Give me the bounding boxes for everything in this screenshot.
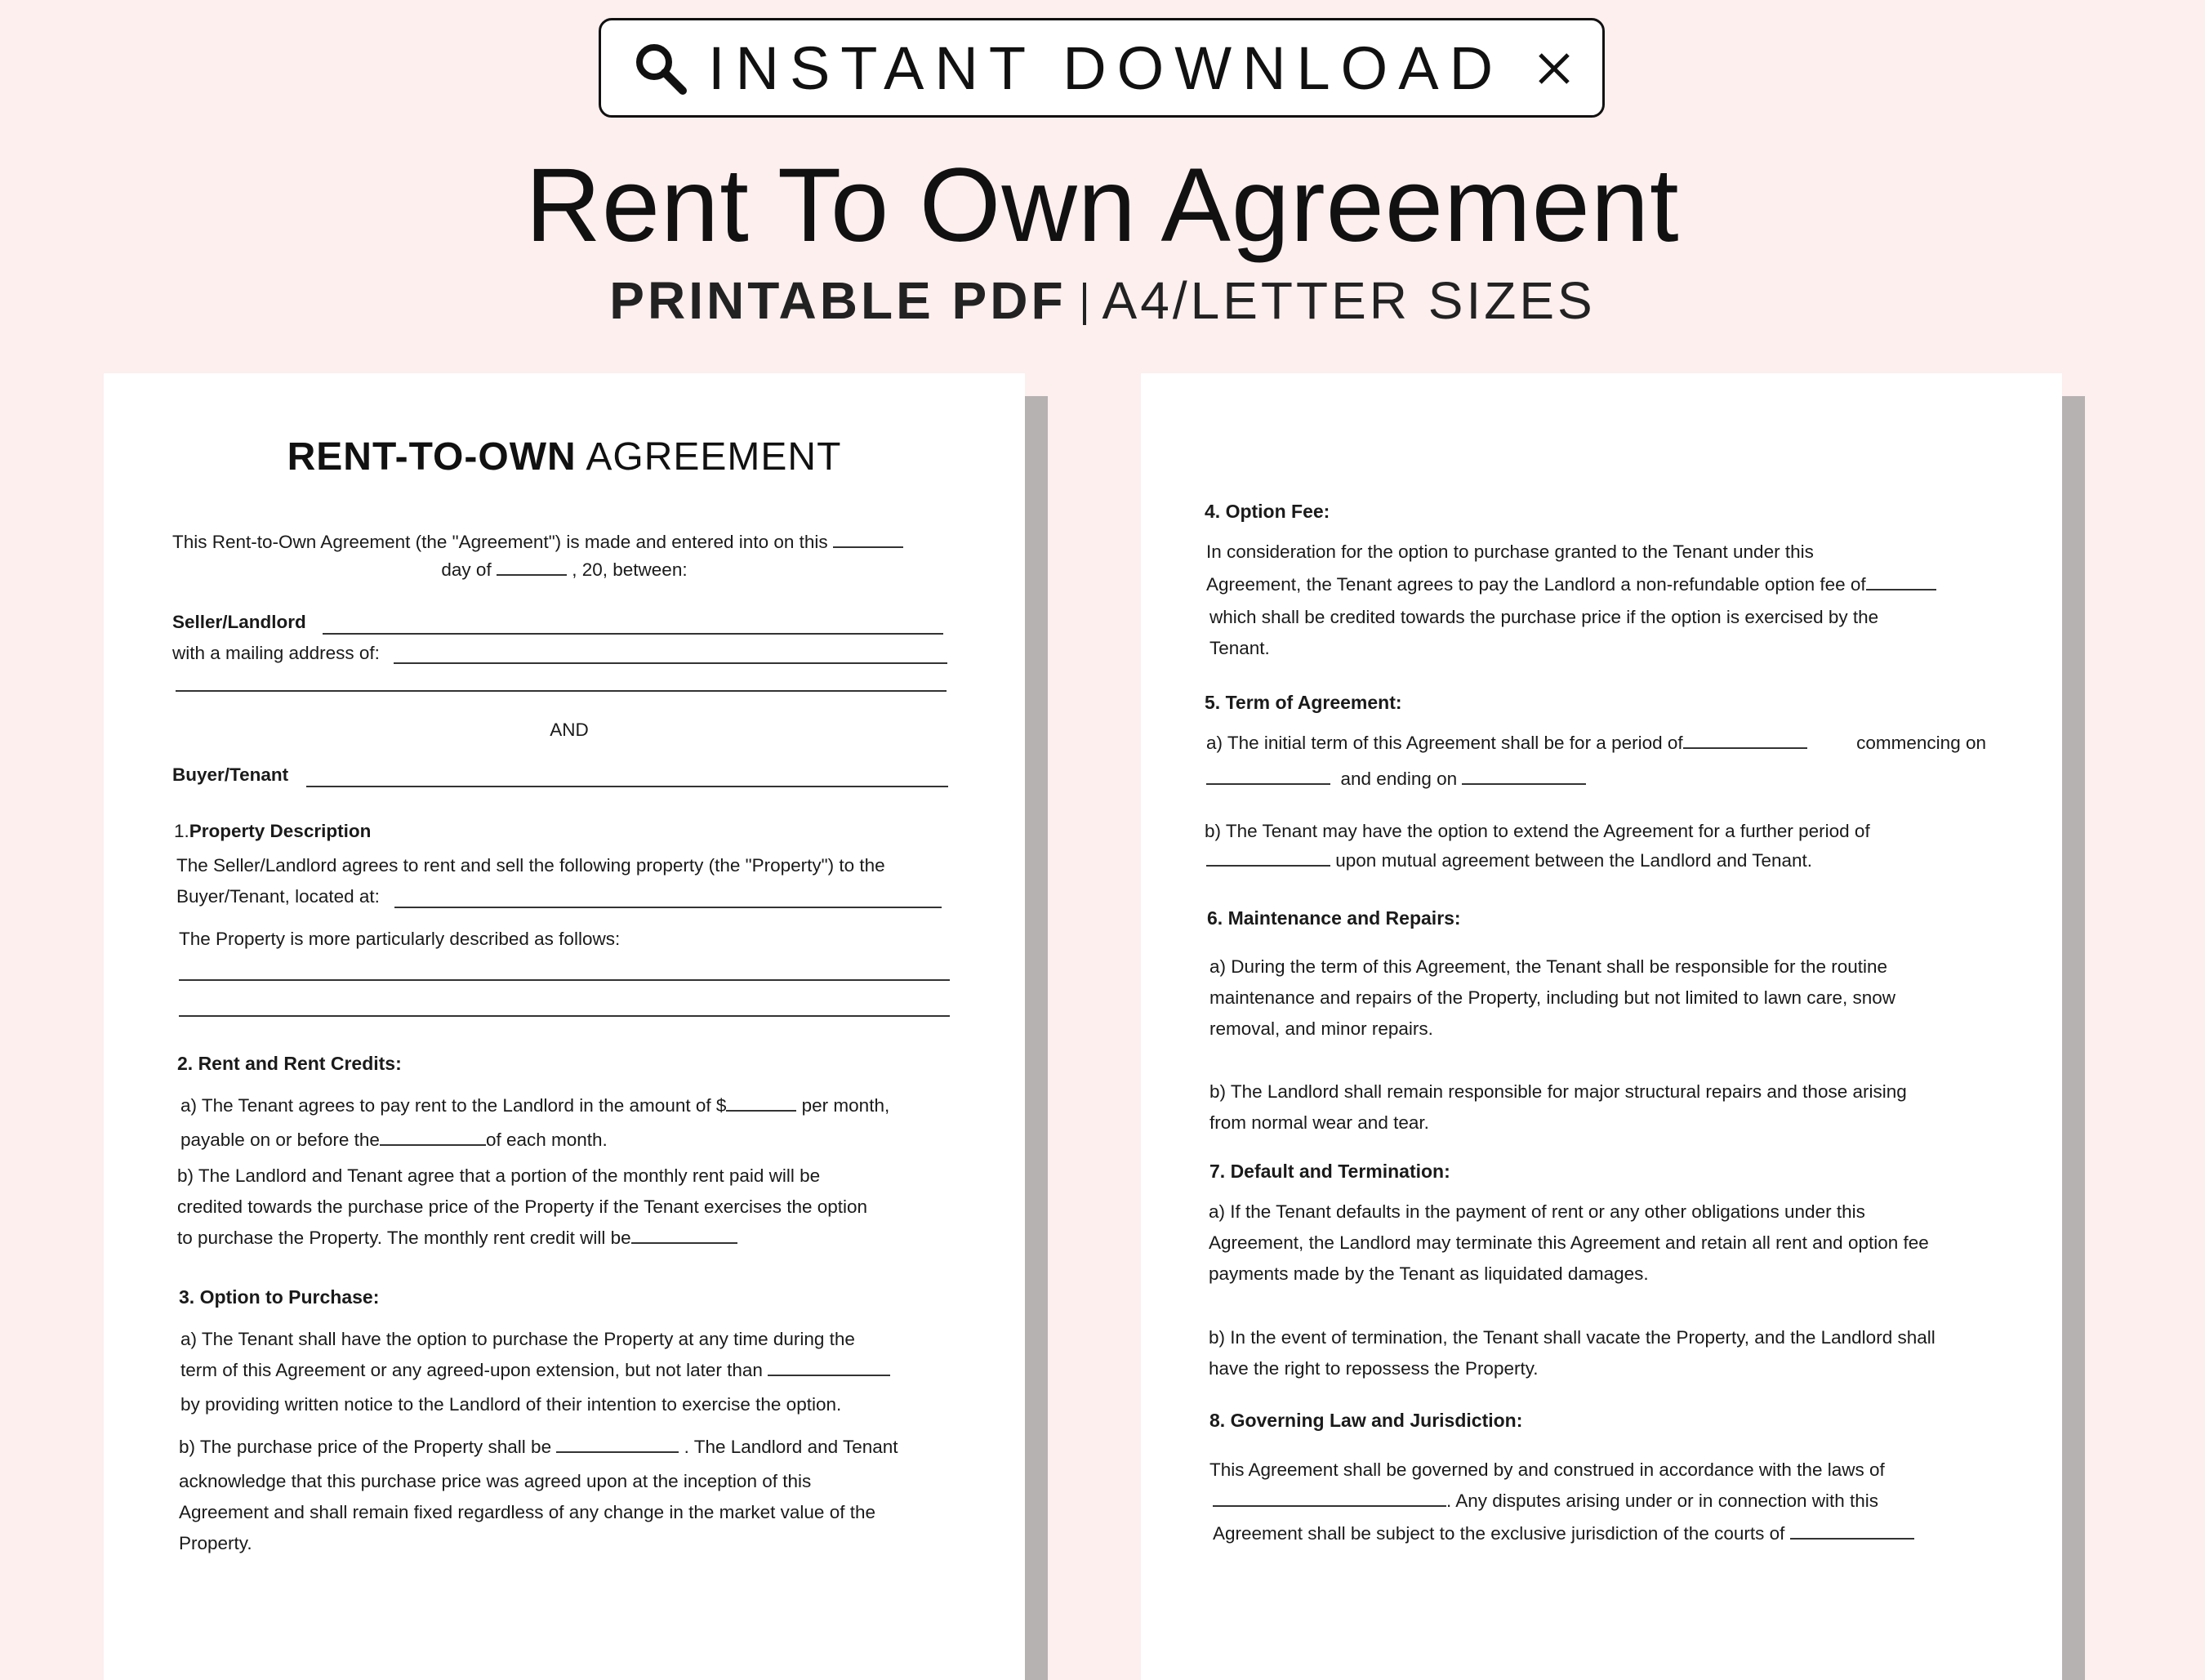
and-label: AND bbox=[550, 720, 589, 740]
text: and ending on bbox=[1340, 769, 1458, 789]
blank-field bbox=[1683, 728, 1807, 749]
mailing-line-2 bbox=[176, 690, 947, 692]
document-page-right bbox=[1141, 373, 2062, 1680]
mailing-label: with a mailing address of: bbox=[172, 643, 380, 663]
description-line-2 bbox=[179, 1015, 950, 1017]
section-4-3: which shall be credited towards the purchase price if the option is exercised by the bbox=[1209, 607, 1879, 627]
blank-field bbox=[833, 527, 903, 548]
section-6-b-2: from normal wear and tear. bbox=[1209, 1112, 1429, 1133]
buyer-line bbox=[306, 786, 948, 787]
subtitle-divider bbox=[1083, 283, 1086, 325]
product-subtitle bbox=[0, 268, 2205, 333]
section-7-b-1: b) In the event of termination, the Tenant shall vacate the Property, and the Landlord shall bbox=[1209, 1327, 1936, 1348]
section-7-b-2: have the right to repossess the Property. bbox=[1209, 1358, 1539, 1379]
intro-text-1: This Rent-to-Own Agreement (the "Agreement") is made and entered into on this bbox=[172, 532, 828, 552]
section-1-title: Property Description bbox=[189, 821, 372, 841]
section-5-b-1: b) The Tenant may have the option to extend the Agreement for a further period of bbox=[1205, 821, 1870, 841]
location-line bbox=[394, 907, 942, 908]
section-8-title: 8. Governing Law and Jurisdiction: bbox=[1209, 1410, 1523, 1431]
section-8-2 bbox=[1213, 1486, 1878, 1517]
text: a) The initial term of this Agreement shall be for a period of bbox=[1206, 733, 1683, 753]
mailing-line bbox=[394, 662, 947, 664]
intro-text-2a: day of bbox=[441, 559, 492, 580]
section-4-2 bbox=[1206, 569, 1936, 600]
subtitle-light: A4/LETTER SIZES bbox=[1102, 271, 1596, 330]
section-2-b-3 bbox=[177, 1223, 737, 1254]
section-1-text-1: The Seller/Landlord agrees to rent and sell the following property (the "Property") to the bbox=[176, 855, 885, 876]
section-4-title: 4. Option Fee: bbox=[1205, 501, 1330, 522]
section-3-a-3: by providing written notice to the Landlord of their intention to exercise the option. bbox=[180, 1394, 842, 1415]
blank-field bbox=[768, 1355, 890, 1376]
intro-line-1 bbox=[172, 527, 956, 558]
text: . Any disputes arising under or in connection with this bbox=[1446, 1491, 1879, 1511]
close-icon[interactable] bbox=[1530, 45, 1578, 92]
section-5-title: 5. Term of Agreement: bbox=[1205, 692, 1402, 713]
text: commencing on bbox=[1856, 733, 1986, 753]
subtitle-bold: PRINTABLE PDF bbox=[609, 271, 1067, 330]
section-7-title: 7. Default and Termination: bbox=[1209, 1161, 1450, 1182]
description-line-1 bbox=[179, 979, 950, 981]
section-2-a-2 bbox=[180, 1125, 608, 1156]
section-1-number: 1. bbox=[174, 821, 189, 841]
blank-field bbox=[497, 555, 567, 576]
section-2-b-1: b) The Landlord and Tenant agree that a portion of the monthly rent paid will be bbox=[177, 1165, 821, 1186]
text: . The Landlord and Tenant bbox=[684, 1437, 898, 1457]
section-6-a-3: removal, and minor repairs. bbox=[1209, 1018, 1433, 1039]
section-3-b-2: acknowledge that this purchase price was agreed upon at the inception of this bbox=[179, 1471, 812, 1491]
text: Agreement shall be subject to the exclusive jurisdiction of the courts of bbox=[1213, 1523, 1785, 1544]
blank-field bbox=[1866, 569, 1936, 590]
section-8-3 bbox=[1213, 1518, 1914, 1549]
blank-field bbox=[380, 1125, 486, 1146]
section-1-text-2: Buyer/Tenant, located at: bbox=[176, 886, 380, 907]
blank-field bbox=[1213, 1486, 1446, 1507]
text: to purchase the Property. The monthly rent credit will be bbox=[177, 1228, 631, 1248]
blank-field bbox=[556, 1432, 679, 1453]
section-7-a-3: payments made by the Tenant as liquidated damages. bbox=[1209, 1263, 1649, 1284]
section-5-a-1 bbox=[1206, 728, 1986, 759]
text: of each month. bbox=[485, 1130, 608, 1150]
section-3-a-2 bbox=[180, 1355, 890, 1386]
section-3-a-1: a) The Tenant shall have the option to purchase the Property at any time during the bbox=[180, 1329, 855, 1349]
section-6-a-2: maintenance and repairs of the Property, including but not limited to lawn care, snow bbox=[1209, 987, 1896, 1008]
document-page-left bbox=[104, 373, 1025, 1680]
blank-field bbox=[1206, 845, 1330, 867]
blank-field bbox=[1462, 764, 1586, 785]
title-light: AGREEMENT bbox=[576, 435, 842, 479]
seller-line bbox=[323, 633, 943, 635]
section-7-a-2: Agreement, the Landlord may terminate this Agreement and retain all rent and option fee bbox=[1209, 1232, 1929, 1253]
section-2-title: 2. Rent and Rent Credits: bbox=[177, 1053, 402, 1074]
text: per month, bbox=[801, 1095, 890, 1116]
text: a) The Tenant agrees to pay rent to the Landlord in the amount of $ bbox=[180, 1095, 727, 1116]
section-2-b-2: credited towards the purchase price of the Property if the Tenant exercises the option bbox=[177, 1196, 868, 1217]
text: term of this Agreement or any agreed-upon extension, but not later than bbox=[180, 1360, 763, 1380]
section-6-title: 6. Maintenance and Repairs: bbox=[1207, 907, 1461, 929]
section-6-b-1: b) The Landlord shall remain responsible for major structural repairs and those arising bbox=[1209, 1081, 1907, 1102]
section-5-b-2 bbox=[1206, 845, 1812, 876]
blank-field bbox=[726, 1090, 796, 1112]
blank-field bbox=[1206, 764, 1330, 785]
section-4-1: In consideration for the option to purchase granted to the Tenant under this bbox=[1206, 541, 1814, 562]
text: Agreement, the Tenant agrees to pay the Landlord a non-refundable option fee of bbox=[1206, 574, 1866, 595]
section-6-a-1: a) During the term of this Agreement, the Tenant shall be responsible for the routine bbox=[1209, 956, 1888, 977]
section-1-text-3: The Property is more particularly described as follows: bbox=[179, 929, 621, 949]
search-icon bbox=[632, 40, 689, 97]
section-3-title: 3. Option to Purchase: bbox=[179, 1286, 380, 1308]
document-title bbox=[104, 434, 1025, 479]
search-text: INSTANT DOWNLOAD bbox=[707, 33, 1504, 102]
section-5-a-2 bbox=[1206, 764, 1586, 795]
blank-field bbox=[1790, 1518, 1914, 1540]
blank-field bbox=[631, 1223, 737, 1244]
section-2-a-1 bbox=[180, 1090, 889, 1121]
section-3-b-4: Property. bbox=[179, 1533, 252, 1553]
buyer-label: Buyer/Tenant bbox=[172, 764, 289, 785]
seller-label: Seller/Landlord bbox=[172, 612, 306, 632]
section-4-4: Tenant. bbox=[1209, 638, 1270, 658]
text: upon mutual agreement between the Landlord and Tenant. bbox=[1335, 850, 1813, 871]
text-group bbox=[1206, 728, 1807, 759]
section-3-b-3: Agreement and shall remain fixed regardless of any change in the market value of the bbox=[179, 1502, 875, 1522]
text: b) The purchase price of the Property shall be bbox=[179, 1437, 552, 1457]
section-7-a-1: a) If the Tenant defaults in the payment of rent or any other obligations under this bbox=[1209, 1201, 1865, 1222]
text: payable on or before the bbox=[180, 1130, 380, 1150]
section-1-heading bbox=[174, 816, 371, 847]
intro-text-2b: , 20, between: bbox=[572, 559, 688, 580]
product-title: Rent To Own Agreement bbox=[525, 147, 1680, 264]
section-3-b-1 bbox=[179, 1432, 898, 1463]
section-8-1: This Agreement shall be governed by and construed in accordance with the laws of bbox=[1209, 1459, 1885, 1480]
intro-line-2 bbox=[104, 555, 1025, 586]
title-bold: RENT-TO-OWN bbox=[287, 435, 577, 479]
search-bar[interactable] bbox=[599, 18, 1605, 118]
